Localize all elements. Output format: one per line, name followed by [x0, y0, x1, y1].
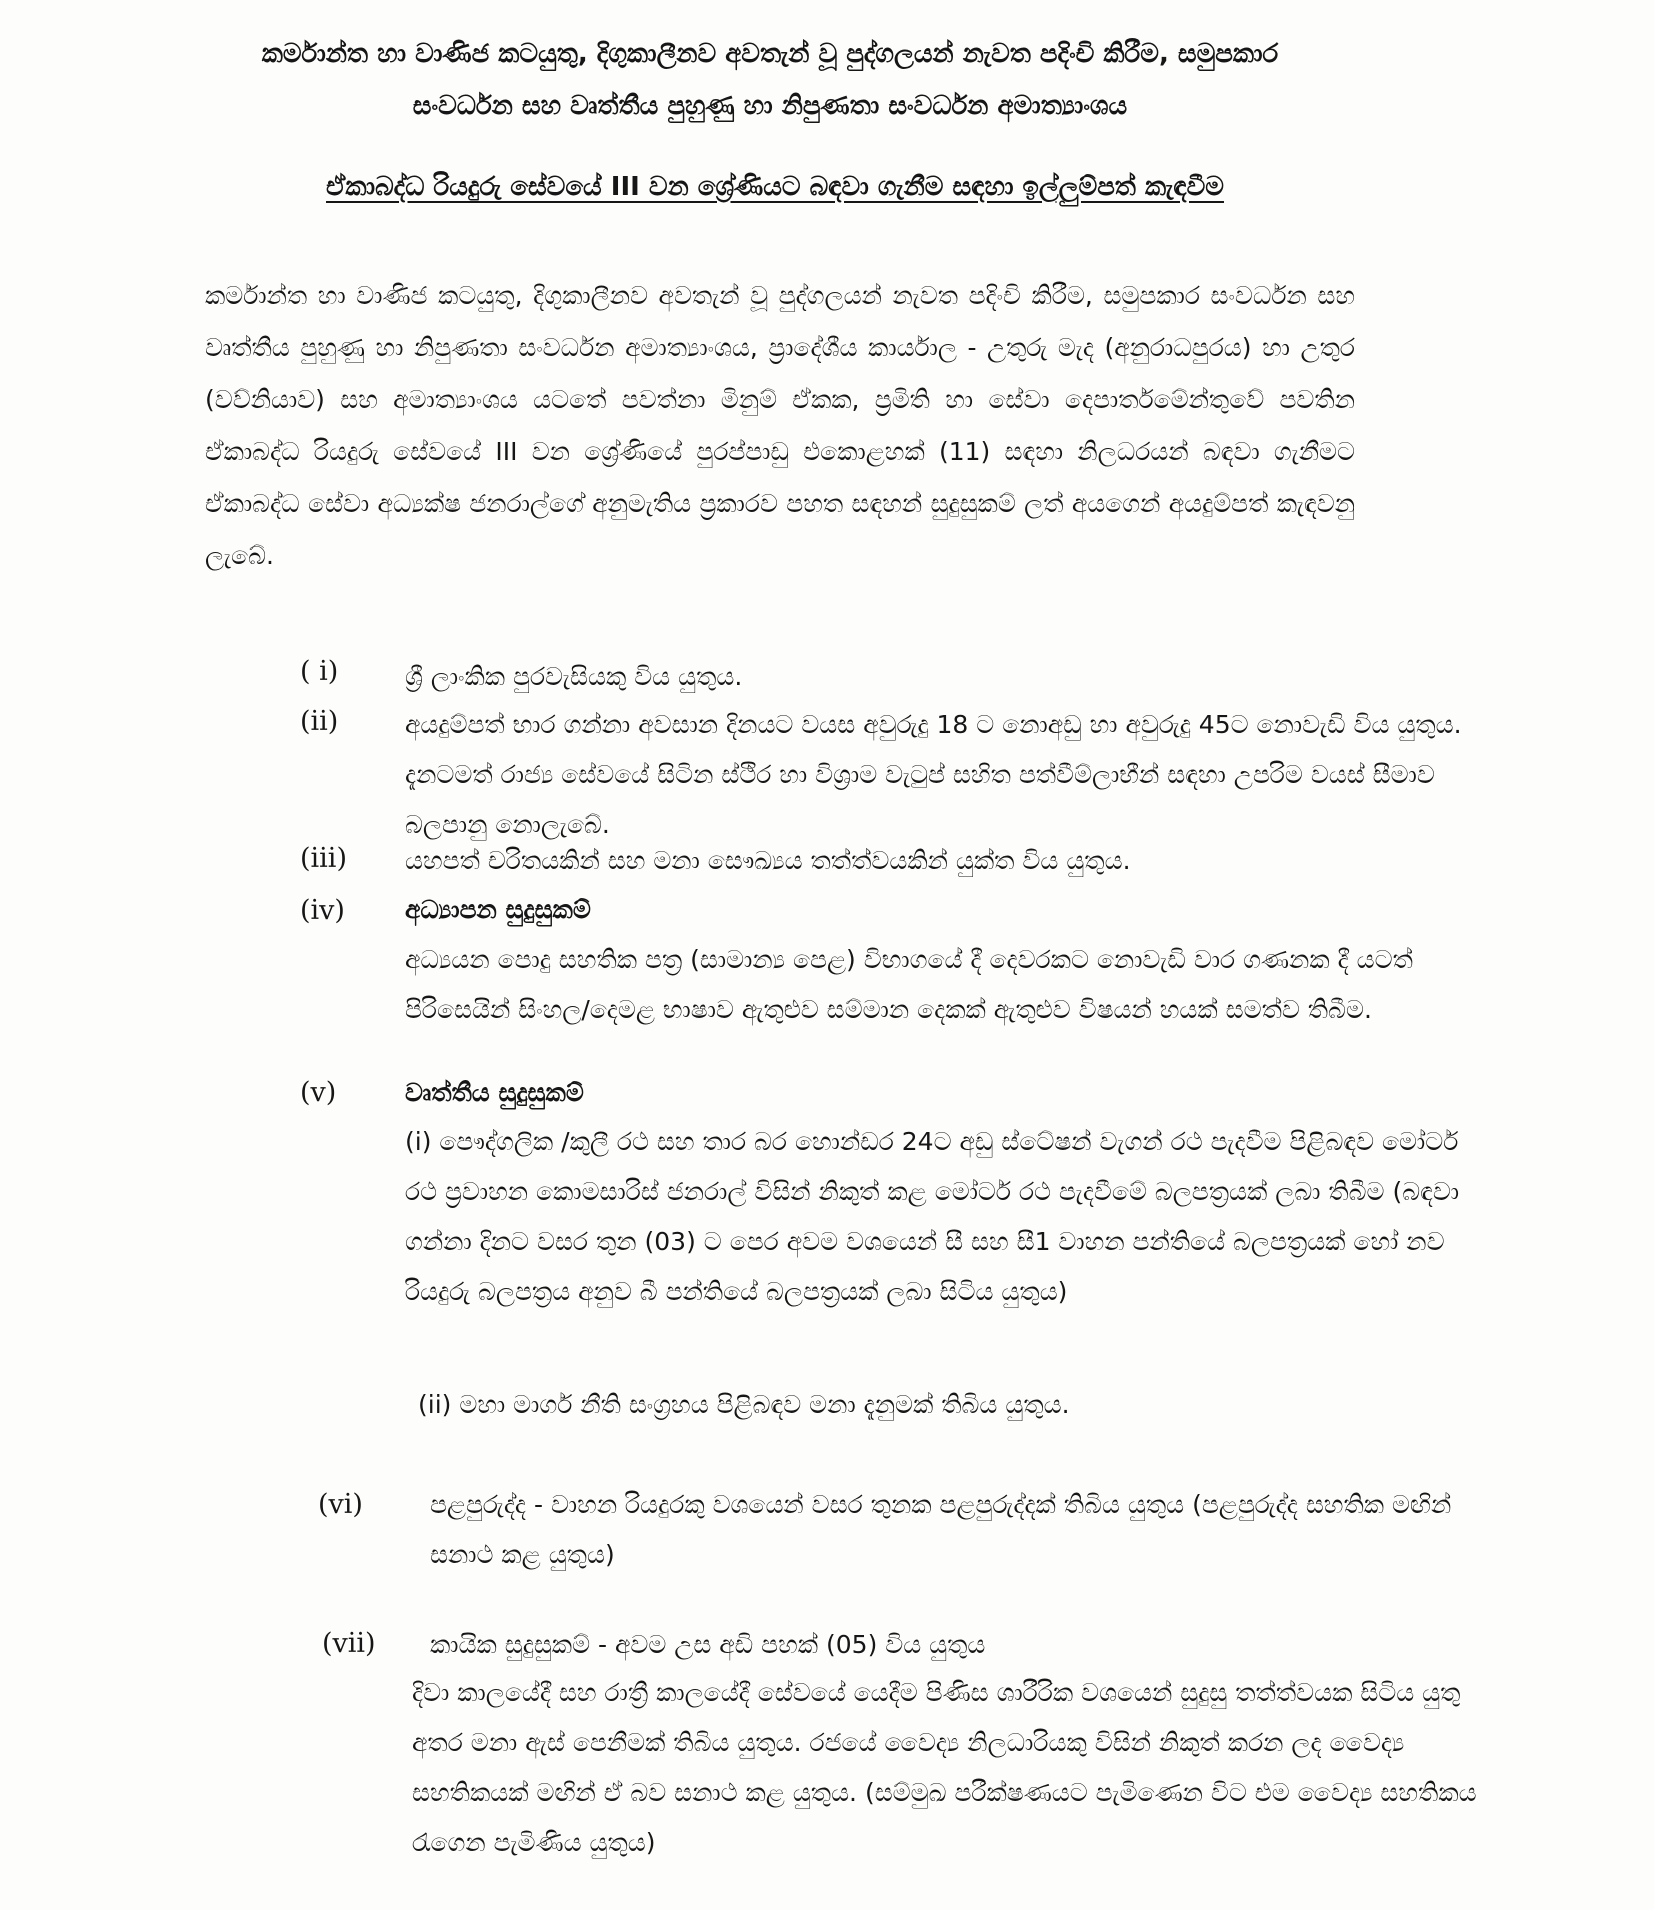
- intro-paragraph: කර්මාන්ත හා වාණිජ කටයුතු, දිගුකාලීනව අවතැන් වූ පුද්ගලයන් නැවත පදිංචි කිරීම, සමුපකාර සංවර්ධන සහ වෘත්තීය පුහුණු හා නිපුණතා සංවර්ධන අමාත්‍යාංශය, ප්‍රාදේශීය කාර්යාල - උතුරු මැද (අනුරාධපුරය) හා උතුර (වව්නියාව) සහ අමාත්‍යාංශය යටතේ පවත්නා මිනුම් ඒකක, ප්‍රමිති හා සේවා දෙපාර්තමේන්තුවේ පවතින ඒකාබද්ධ රියදුරු සේවයේ III වන ශ්‍රේණියේ පුරප්පාඩු එකොළහක් (11) සඳහා නිලධරයන් බඳවා ගැනීමට ඒකාබද්ධ සේවා අධ්‍යක්ෂ ජනරාල්ගේ අනුමැතිය ප්‍රකාරව පහත සඳහන් සුදුසුකම් ලත් අයගෙන් අයදුම්පත් කැඳවනු ලැබේ.: [205, 281, 1355, 570]
- item-title-iv: අධ්‍යාපන සුදුසුකම්: [405, 895, 591, 924]
- ministry-header-line-1: කර්මාන්ත හා වාණිජ කටයුතු, දිගුකාලීනව අවතැන් වූ පුද්ගලයන් නැවත පදිංචි කිරීම, සමුපකාර: [261, 39, 1279, 69]
- item-block-iv: [405, 885, 1485, 1035]
- item-v-sub-ii: (ii) මහා මාර්ග නීති සංග්‍රහය පිළිබඳව මනා දැනුමක් තිබිය යුතුය.: [418, 1390, 1070, 1419]
- item-number-vi: (vi): [318, 1489, 363, 1520]
- item-text-iv: අධ්‍යයන පොදු සහතික පත්‍ර (සාමාන්‍ය පෙළ) විභාගයේ දී දෙවරකට නොවැඩි වාර ගණනක දී යටත් පිරිසෙයින් සිංහල/දෙමළ භාෂාව ඇතුළුව සම්මාන දෙකක් ඇතුළුව විෂයන් හයක් සමත්ව තිබීම.: [405, 945, 1413, 1024]
- item-text-i: ශ්‍රී ලාංකික පුරවැසියකු විය යුතුය.: [405, 662, 743, 691]
- item-number-iii: (iii): [300, 843, 347, 874]
- item-text-ii: අයදුම්පත් භාර ගන්නා අවසාන දිනයට වයස අවුරුදු 18 ට නොඅඩු හා අවුරුදු 45ට නොවැඩි විය යුතුය. දැනටමත් රාජ්‍ය සේවයේ සිටින ස්ථිර හා විශ්‍රාම වැටුප් සහිත පත්වීම්ලාභීන් සඳහා උපරිම වයස් සීමාව බලපානු නොලැබේ.: [405, 710, 1462, 839]
- item-number-i: ( i): [300, 656, 339, 687]
- item-number-iv: (iv): [300, 895, 345, 926]
- ministry-header-line-2: සංවර්ධන සහ වෘත්තීය පුහුණු හා නිපුණතා සංවර්ධන අමාත්‍යාංශය: [412, 91, 1128, 121]
- notice-subject: ඒකාබද්ධ රියදුරු සේවයේ III වන ශ්‍රේණියට බඳවා ගැනීම සඳහා ඉල්ලුම්පත් කැඳවීම: [326, 172, 1224, 202]
- item-text-vii-body: දිවා කාලයේදී සහ රාත්‍රී කාලයේදී සේවයේ යෙදීම පිණිස ශාරීරික වශයෙන් සුදුසු තත්ත්වයක සිටිය යුතු අතර මනා ඇස් පෙනීමක් තිබිය යුතුය. රජයේ වෛද්‍ය නිලධාරියකු විසින් නිකුත් කරන ලද වෛද්‍ය සහතිකයක් මඟින් ඒ බව සනාථ කළ යුතුය. (සම්මුඛ පරීක්ෂණයට පැමිණෙන විට එම වෛද්‍ය සහතිකය රැගෙන පැමිණිය යුතුය): [412, 1678, 1477, 1857]
- item-title-v-label: වෘත්තීය සුදුසුකම්: [405, 1078, 584, 1107]
- item-text-vii-heading: කායික සුදුසුකම් - අවම උස අඩි පහක් (05) විය යුතුය: [430, 1630, 986, 1659]
- item-number-vii: (vii): [322, 1628, 376, 1659]
- item-number-v: (v): [300, 1077, 337, 1108]
- item-v-sub-i: (i) පෞද්ගලික /කුලී රථ සහ තාර බර හොන්ඩර 24ට අඩු ස්ටේෂන් වැගන් රථ පැදවීම පිළිබඳව මෝටර් රථ ප්‍රවාහන කොමසාරිස් ජනරාල් විසින් නිකුත් කළ මෝටර් රථ පැදවීමේ බලපත්‍රයක් ලබා තිබීම (බඳවා ගන්නා දිනට වසර තුන (03) ට පෙර අවම වශයෙන් සී සහ සී1 වාහන පන්තියේ බලපත්‍රයක් හෝ නව රියදුරු බලපත්‍රය අනුව බී පන්තියේ බලපත්‍රයක් ලබා සිටිය යුතුය): [405, 1127, 1460, 1306]
- item-text-iii: යහපත් චරිතයකින් සහ මනා සෞඛ්‍යය තත්ත්වයකින් යුක්ත විය යුතුය.: [405, 846, 1131, 875]
- item-number-ii: (ii): [300, 706, 339, 737]
- ministry-header: [120, 28, 1420, 132]
- item-text-vi: පළපුරුද්ද - වාහන රියදුරකු වශයෙන් වසර තුනක පළපුරුද්දක් තිබිය යුතුය (පළපුරුද්ද සහතික මඟින් සනාථ කළ යුතුය): [430, 1490, 1452, 1569]
- item-title-v: [405, 1068, 1485, 1118]
